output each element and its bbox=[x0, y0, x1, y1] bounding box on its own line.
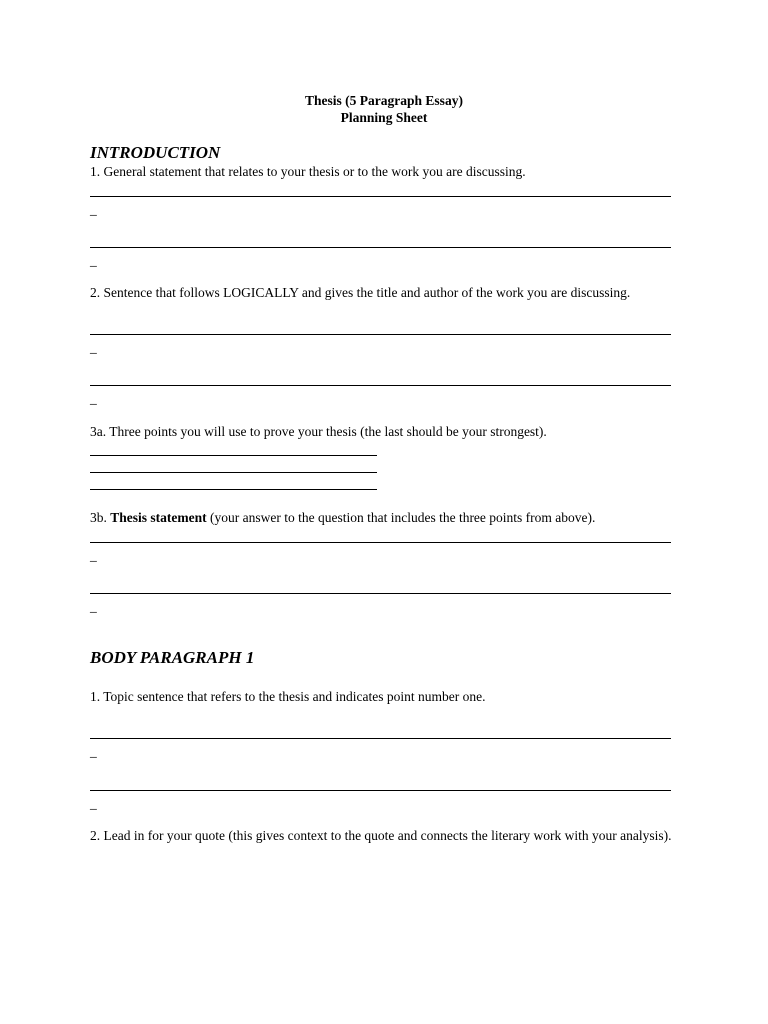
line-end-mark: _ bbox=[90, 253, 97, 268]
answer-line[interactable] bbox=[90, 542, 671, 543]
point-line-2[interactable] bbox=[90, 472, 377, 473]
thesis-statement-label: Thesis statement bbox=[110, 510, 207, 525]
line-end-mark: _ bbox=[90, 548, 97, 563]
intro-prompt-1: 1. General statement that relates to your thesis or to the work you are discussing. bbox=[90, 164, 526, 179]
document-subtitle: Planning Sheet bbox=[340, 110, 428, 125]
line-end-mark: _ bbox=[90, 744, 97, 759]
body1-prompt-1: 1. Topic sentence that refers to the thesis and indicates point number one. bbox=[90, 689, 486, 704]
intro-prompt-3a: 3a. Three points you will use to prove your thesis (the last should be your strongest). bbox=[90, 424, 547, 439]
answer-line[interactable] bbox=[90, 334, 671, 335]
intro-prompt-3b bbox=[90, 509, 595, 526]
line-end-mark: _ bbox=[90, 796, 97, 811]
prompt-number: 3b. bbox=[90, 510, 111, 525]
introduction-heading: INTRODUCTION bbox=[90, 143, 221, 162]
intro-prompt-2: 2. Sentence that follows LOGICALLY and gives the title and author of the work you are discussing. bbox=[90, 285, 631, 300]
answer-line[interactable] bbox=[90, 593, 671, 594]
answer-line[interactable] bbox=[90, 247, 671, 248]
answer-line[interactable] bbox=[90, 196, 671, 197]
body1-prompt-2: 2. Lead in for your quote (this gives context to the quote and connects the literary work with your analysis). bbox=[90, 828, 672, 843]
body-paragraph-1-heading: BODY PARAGRAPH 1 bbox=[90, 648, 255, 667]
point-line-3[interactable] bbox=[90, 489, 377, 490]
line-end-mark: _ bbox=[90, 391, 97, 406]
line-end-mark: _ bbox=[90, 202, 97, 217]
answer-line[interactable] bbox=[90, 385, 671, 386]
document-title: Thesis (5 Paragraph Essay) bbox=[305, 93, 463, 108]
line-end-mark: _ bbox=[90, 599, 97, 614]
answer-line[interactable] bbox=[90, 738, 671, 739]
answer-line[interactable] bbox=[90, 790, 671, 791]
point-line-1[interactable] bbox=[90, 455, 377, 456]
line-end-mark: _ bbox=[90, 340, 97, 355]
prompt-text: (your answer to the question that includes the three points from above). bbox=[206, 510, 596, 525]
